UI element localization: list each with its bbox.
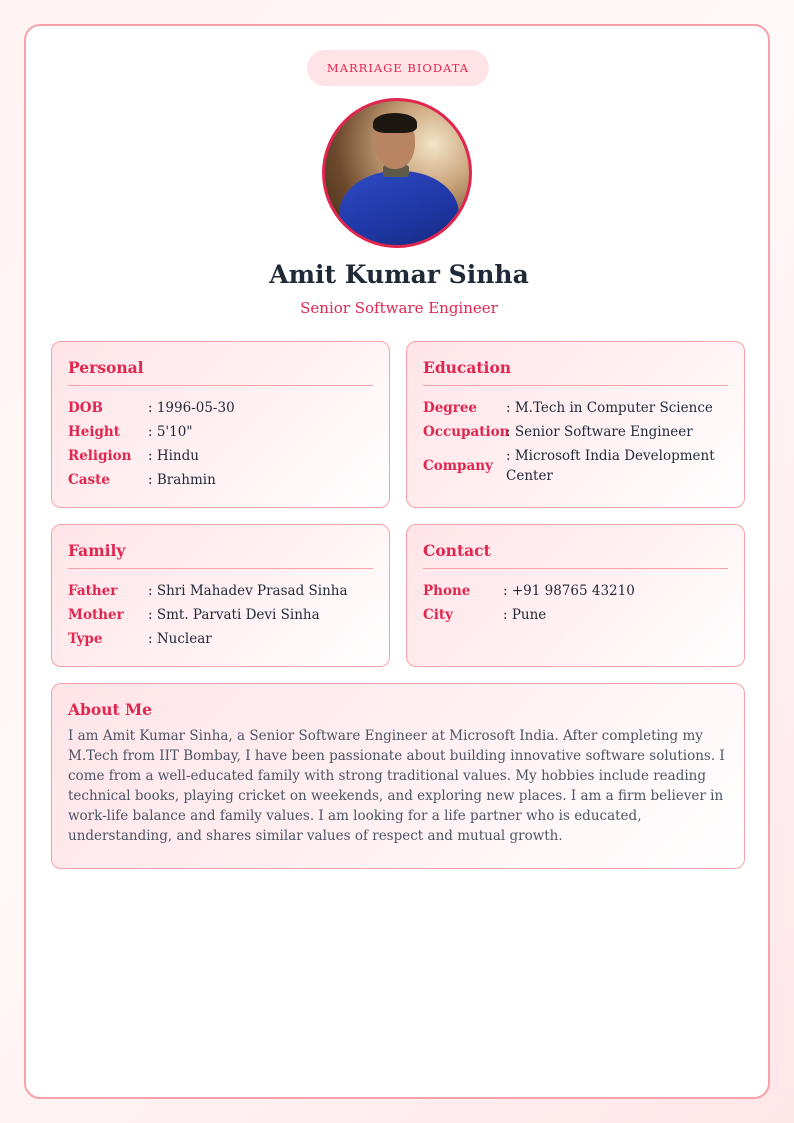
contact-heading: Contact bbox=[423, 541, 728, 569]
family-row bbox=[68, 579, 373, 603]
about-heading: About Me bbox=[68, 700, 153, 719]
family-row bbox=[68, 627, 373, 651]
father-value: : Shri Mahadev Prasad Sinha bbox=[148, 583, 348, 599]
profile-title: Senior Software Engineer bbox=[300, 299, 498, 317]
personal-card bbox=[51, 341, 390, 508]
profile-photo bbox=[322, 98, 472, 248]
type-label: Type bbox=[68, 631, 103, 647]
degree-label: Degree bbox=[423, 400, 478, 416]
mother-value: : Smt. Parvati Devi Sinha bbox=[148, 607, 320, 623]
mother-label: Mother bbox=[68, 607, 124, 623]
caste-label: Caste bbox=[68, 472, 110, 488]
phone-value: : +91 98765 43210 bbox=[503, 583, 635, 599]
contact-card bbox=[406, 524, 745, 667]
personal-row bbox=[68, 444, 373, 468]
dob-label: DOB bbox=[68, 400, 103, 416]
education-card bbox=[406, 341, 745, 508]
caste-value: : Brahmin bbox=[148, 472, 216, 488]
education-row bbox=[423, 420, 728, 444]
about-text: I am Amit Kumar Sinha, a Senior Software Engineer at Microsoft India. After completing my M.Tech from IIT Bombay, I have been passionate about building innovative software solutions. I come from a well-educated family with strong traditional values. My hobbies include reading technical books, playing cricket on weekends, and exploring new places. I am a firm believer in work-life balance and family values. I am looking for a life partner who is educated, understanding, and shares similar values of respect and mutual growth. bbox=[68, 728, 725, 844]
height-value: : 5'10" bbox=[148, 424, 193, 440]
about-card bbox=[51, 683, 745, 869]
occupation-value: : Senior Software Engineer bbox=[506, 424, 693, 440]
photo-hair-shape bbox=[373, 113, 417, 133]
phone-label: Phone bbox=[423, 583, 471, 599]
dob-value: : 1996-05-30 bbox=[148, 400, 235, 416]
education-heading: Education bbox=[423, 358, 728, 386]
personal-row bbox=[68, 420, 373, 444]
personal-row bbox=[68, 396, 373, 420]
religion-label: Religion bbox=[68, 448, 132, 464]
contact-row bbox=[423, 603, 728, 627]
father-label: Father bbox=[68, 583, 118, 599]
profile-name: Amit Kumar Sinha bbox=[269, 260, 529, 289]
religion-value: : Hindu bbox=[148, 448, 199, 464]
photo-body-shape bbox=[339, 171, 459, 248]
family-row bbox=[68, 603, 373, 627]
education-row bbox=[423, 446, 728, 486]
education-row bbox=[423, 396, 728, 420]
degree-value: : M.Tech in Computer Science bbox=[506, 400, 713, 416]
company-value: : Microsoft India Development Center bbox=[506, 448, 715, 484]
city-value: : Pune bbox=[503, 607, 547, 623]
biodata-page bbox=[24, 24, 770, 1099]
personal-row bbox=[68, 468, 373, 492]
contact-row bbox=[423, 579, 728, 603]
family-card bbox=[51, 524, 390, 667]
family-heading: Family bbox=[68, 541, 373, 569]
company-label: Company bbox=[423, 458, 493, 474]
height-label: Height bbox=[68, 424, 120, 440]
type-value: : Nuclear bbox=[148, 631, 212, 647]
personal-heading: Personal bbox=[68, 358, 373, 386]
city-label: City bbox=[423, 607, 453, 623]
biodata-badge: MARRIAGE BIODATA bbox=[307, 50, 489, 86]
occupation-label: Occupation bbox=[423, 424, 510, 440]
